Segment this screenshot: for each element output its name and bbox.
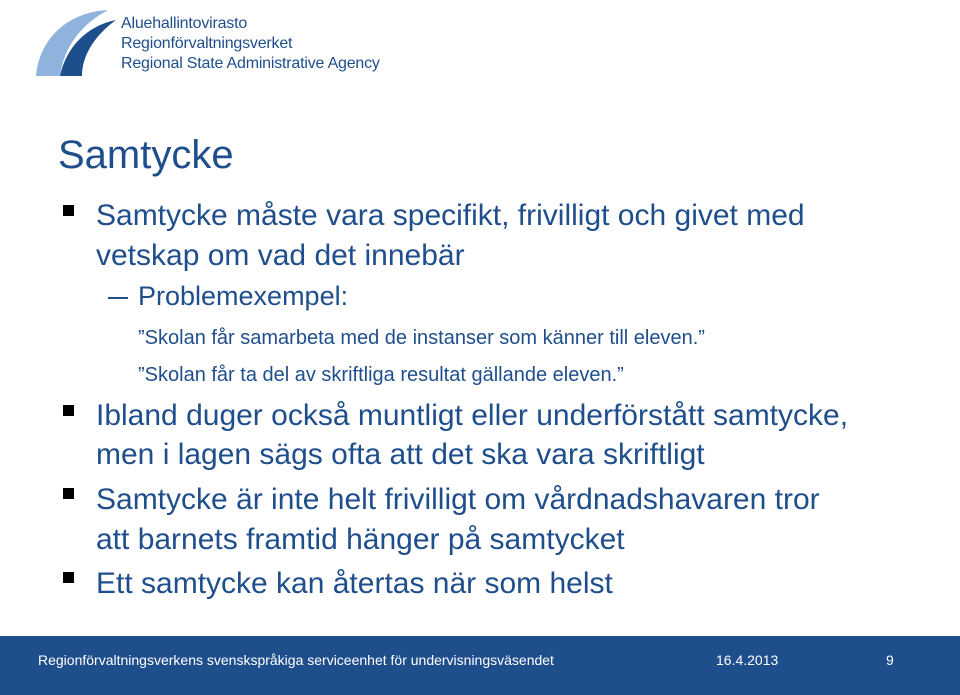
sub-bullet-label: Problemexempel: (138, 281, 349, 311)
footer-date: 16.4.2013 (716, 652, 779, 668)
agency-name-english: Regional State Administrative Agency (121, 55, 380, 72)
page-number: 9 (886, 652, 894, 668)
dash-icon (108, 297, 128, 299)
example-quote-1: ”Skolan får samarbeta med de instanser som känner till eleven.” (138, 327, 705, 349)
agency-name-finnish: Aluehallintovirasto (121, 15, 248, 32)
agency-name-swedish: Regionförvaltningsverket (121, 35, 293, 52)
bullet-square-icon (63, 488, 74, 499)
bullet-square-icon (63, 572, 74, 583)
footer-organization: Regionförvaltningsverkens svenskspråkiga serviceenhet för undervisningsväsendet (38, 652, 554, 668)
bullet-1-line-1: Samtycke måste vara specifikt, frivilligt och givet med (96, 199, 805, 232)
slide-title: Samtycke (58, 133, 234, 177)
agency-logo-icon (30, 6, 120, 80)
bullet-square-icon (63, 405, 74, 416)
bullet-2-line-1: Ibland duger också muntligt eller underförstått samtycke, (96, 399, 849, 432)
agency-name (121, 14, 380, 74)
bullet-1-line-2: vetskap om vad det innebär (96, 239, 465, 272)
example-quote-2: ”Skolan får ta del av skriftliga resultat gällande eleven.” (138, 364, 624, 386)
bullet-3-line-1: Samtycke är inte helt frivilligt om vårdnadshavaren tror (96, 483, 820, 516)
bullet-3-line-2: att barnets framtid hänger på samtycket (96, 523, 625, 556)
bullet-2-line-2: men i lagen sägs ofta att det ska vara skriftligt (96, 438, 705, 471)
bullet-square-icon (63, 205, 74, 216)
bullet-4-line-1: Ett samtycke kan återtas när som helst (96, 567, 613, 600)
footer-bar (0, 636, 960, 695)
